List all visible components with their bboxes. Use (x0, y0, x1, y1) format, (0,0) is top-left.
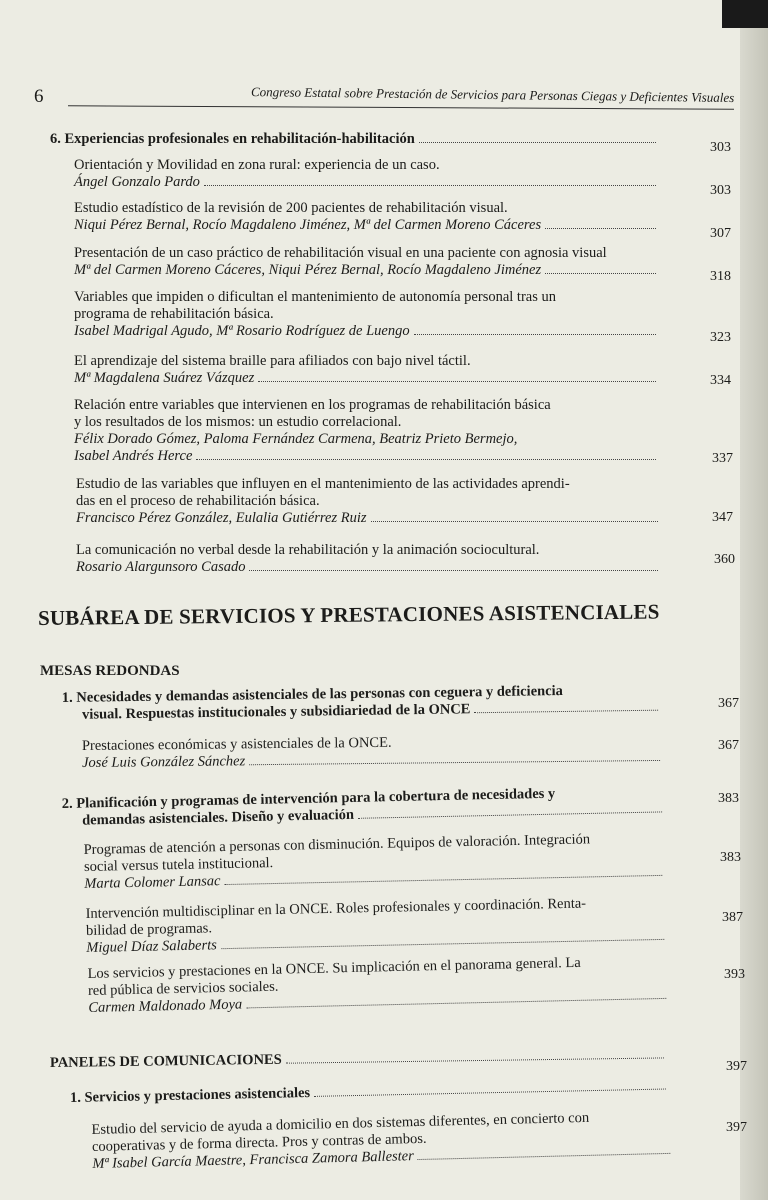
entry-title-cont: cooperativas y de forma directa. Pros y contras de ambos. (91, 1130, 427, 1155)
entry-title: Intervención multidisciplinar en la ONCE. Roles profesionales y coordinación. Renta- (85, 895, 587, 923)
page-ref: 303 (710, 140, 731, 155)
subarea-title: SUBÁREA DE SERVICIOS Y PRESTACIONES ASISTENCIALES (37, 599, 660, 630)
entry-title-cont: y los resultados de los mismos: un estudio correlacional. (74, 414, 402, 430)
entry-title-cont: social versus tutela institucional. (83, 855, 274, 875)
header-rule (68, 105, 734, 109)
leader-dots (286, 1057, 664, 1063)
entry-authors: Isabel Madrigal Agudo, Mª Rosario Rodríguez de Luengo (74, 323, 410, 339)
page-number: 6 (34, 86, 44, 107)
item-title: 2. Planificación y programas de intervención para la cobertura de necesidades y (61, 785, 556, 813)
entry-authors: Mª del Carmen Moreno Cáceres, Niqui Pérez Bernal, Rocío Magdaleno Jiménez (74, 262, 542, 278)
item-title: 1. Necesidades y demandas asistenciales de las personas con ceguera y deficiencia (61, 683, 563, 707)
page-ref: 367 (718, 696, 739, 711)
entry-title: Prestaciones económicas y asistenciales de la ONCE. (81, 734, 392, 755)
entry-authors: Ángel Gonzalo Pardo (74, 174, 200, 190)
toc-entry (76, 476, 662, 527)
entry-authors: Francisco Pérez González, Eulalia Gutiérrez Ruiz (76, 510, 367, 526)
entry-authors: Félix Dorado Gómez, Paloma Fernández Carmena, Beatriz Prieto Bermejo, (74, 431, 518, 447)
running-title: Congreso Estatal sobre Prestación de Servicios para Personas Ciegas y Deficientes Visuales (250, 84, 735, 105)
toc-entry (82, 732, 664, 772)
entry-authors: Niqui Pérez Bernal, Rocío Magdaleno Jiménez, Mª del Carmen Moreno Cáceres (74, 217, 542, 233)
page-ref: 383 (720, 850, 741, 865)
entry-title: Estudio del servicio de ayuda a domicilio en dos sistemas diferentes, en concierto con (91, 1109, 590, 1139)
toc-entry (76, 542, 662, 576)
page-ref: 397 (726, 1120, 747, 1135)
page-ref: 323 (710, 330, 731, 345)
toc-entry (74, 157, 660, 191)
leader-dots (249, 570, 658, 571)
page-ref: 367 (718, 738, 739, 753)
toc-entry (74, 397, 660, 465)
page-ref: 318 (710, 269, 731, 284)
leader-dots (545, 228, 656, 229)
toc-entry (74, 245, 660, 279)
leader-dots (414, 334, 656, 335)
leader-dots (419, 142, 656, 143)
entry-title-cont: das en el proceso de rehabilitación básica. (76, 493, 320, 509)
entry-title: Estudio estadístico de la revisión de 200 pacientes de rehabilitación visual. (74, 200, 508, 216)
page-ref: 383 (718, 791, 739, 806)
entry-title: Presentación de un caso práctico de rehabilitación visual en una paciente con agnosia visual (74, 245, 607, 261)
page-ref: 360 (714, 552, 735, 567)
paneles-title: PANELES DE COMUNICACIONES (49, 1051, 282, 1071)
entry-title: Relación entre variables que intervienen en los programas de rehabilitación básica (74, 397, 551, 413)
toc-entry (74, 353, 660, 387)
section-title: 6. Experiencias profesionales en rehabilitación-habilitación (50, 131, 415, 147)
entry-authors: José Luis González Sánchez (82, 753, 246, 771)
entry-title: Orientación y Movilidad en zona rural: experiencia de un caso. (74, 157, 440, 173)
entry-authors: Mª Magdalena Suárez Vázquez (74, 370, 255, 386)
item-title-cont: demandas asistenciales. Diseño y evaluación (81, 806, 355, 829)
entry-title: El aprendizaje del sistema braille para afiliados con bajo nivel táctil. (74, 353, 471, 369)
background-corner (722, 0, 768, 28)
leader-dots (418, 1153, 670, 1160)
page-ref: 347 (712, 510, 733, 525)
entry-title: Los servicios y prestaciones en la ONCE. Su implicación en el panorama general. La (87, 954, 581, 983)
entry-title: La comunicación no verbal desde la rehabilitación y la animación sociocultural. (76, 542, 540, 558)
page-ref: 387 (722, 910, 743, 925)
entry-authors: Carmen Maldonado Moya (88, 996, 243, 1016)
leader-dots (371, 521, 658, 522)
entry-title-cont: red pública de servicios sociales. (87, 978, 279, 999)
section-heading (50, 131, 660, 148)
leader-dots (358, 811, 662, 818)
entry-authors: Rosario Alargunsoro Casado (76, 559, 246, 575)
toc-entry (74, 289, 660, 340)
leader-dots (196, 459, 656, 460)
page-ref: 397 (726, 1059, 747, 1074)
page-ref: 393 (724, 967, 745, 982)
leader-dots (545, 273, 656, 274)
entry-title-cont: bilidad de programas. (85, 920, 213, 939)
entry-authors: Miguel Díaz Salaberts (86, 937, 217, 956)
mesas-heading: MESAS REDONDAS (40, 663, 180, 679)
page-ref: 334 (710, 373, 731, 388)
entry-title: Variables que impiden o dificultan el mantenimiento de autonomía personal tras un (74, 289, 556, 305)
page-ref: 303 (710, 183, 731, 198)
page-ref: 337 (712, 451, 733, 466)
entry-authors-cont: Isabel Andrés Herce (74, 448, 193, 464)
item-title-cont: visual. Respuestas institucionales y subsidiariedad de la ONCE (81, 701, 471, 723)
entry-title: Programas de atención a personas con disminución. Equipos de valoración. Integración (83, 831, 591, 859)
page-ref: 307 (710, 226, 731, 241)
page-header (34, 86, 734, 114)
item-title: 1. Servicios y prestaciones asistenciales (69, 1084, 311, 1106)
entry-authors: Marta Colomer Lansac (84, 873, 221, 892)
entry-title: Estudio de las variables que influyen en el mantenimiento de las actividades aprendi- (76, 476, 570, 492)
leader-dots (258, 381, 656, 382)
leader-dots (474, 710, 658, 714)
entry-authors: Mª Isabel García Maestre, Francisca Zamora Ballester (92, 1148, 414, 1172)
toc-entry (74, 200, 660, 234)
entry-title-cont: programa de rehabilitación básica. (74, 306, 274, 322)
page-edge (740, 0, 768, 1200)
leader-dots (204, 185, 656, 186)
leader-dots (249, 760, 660, 765)
